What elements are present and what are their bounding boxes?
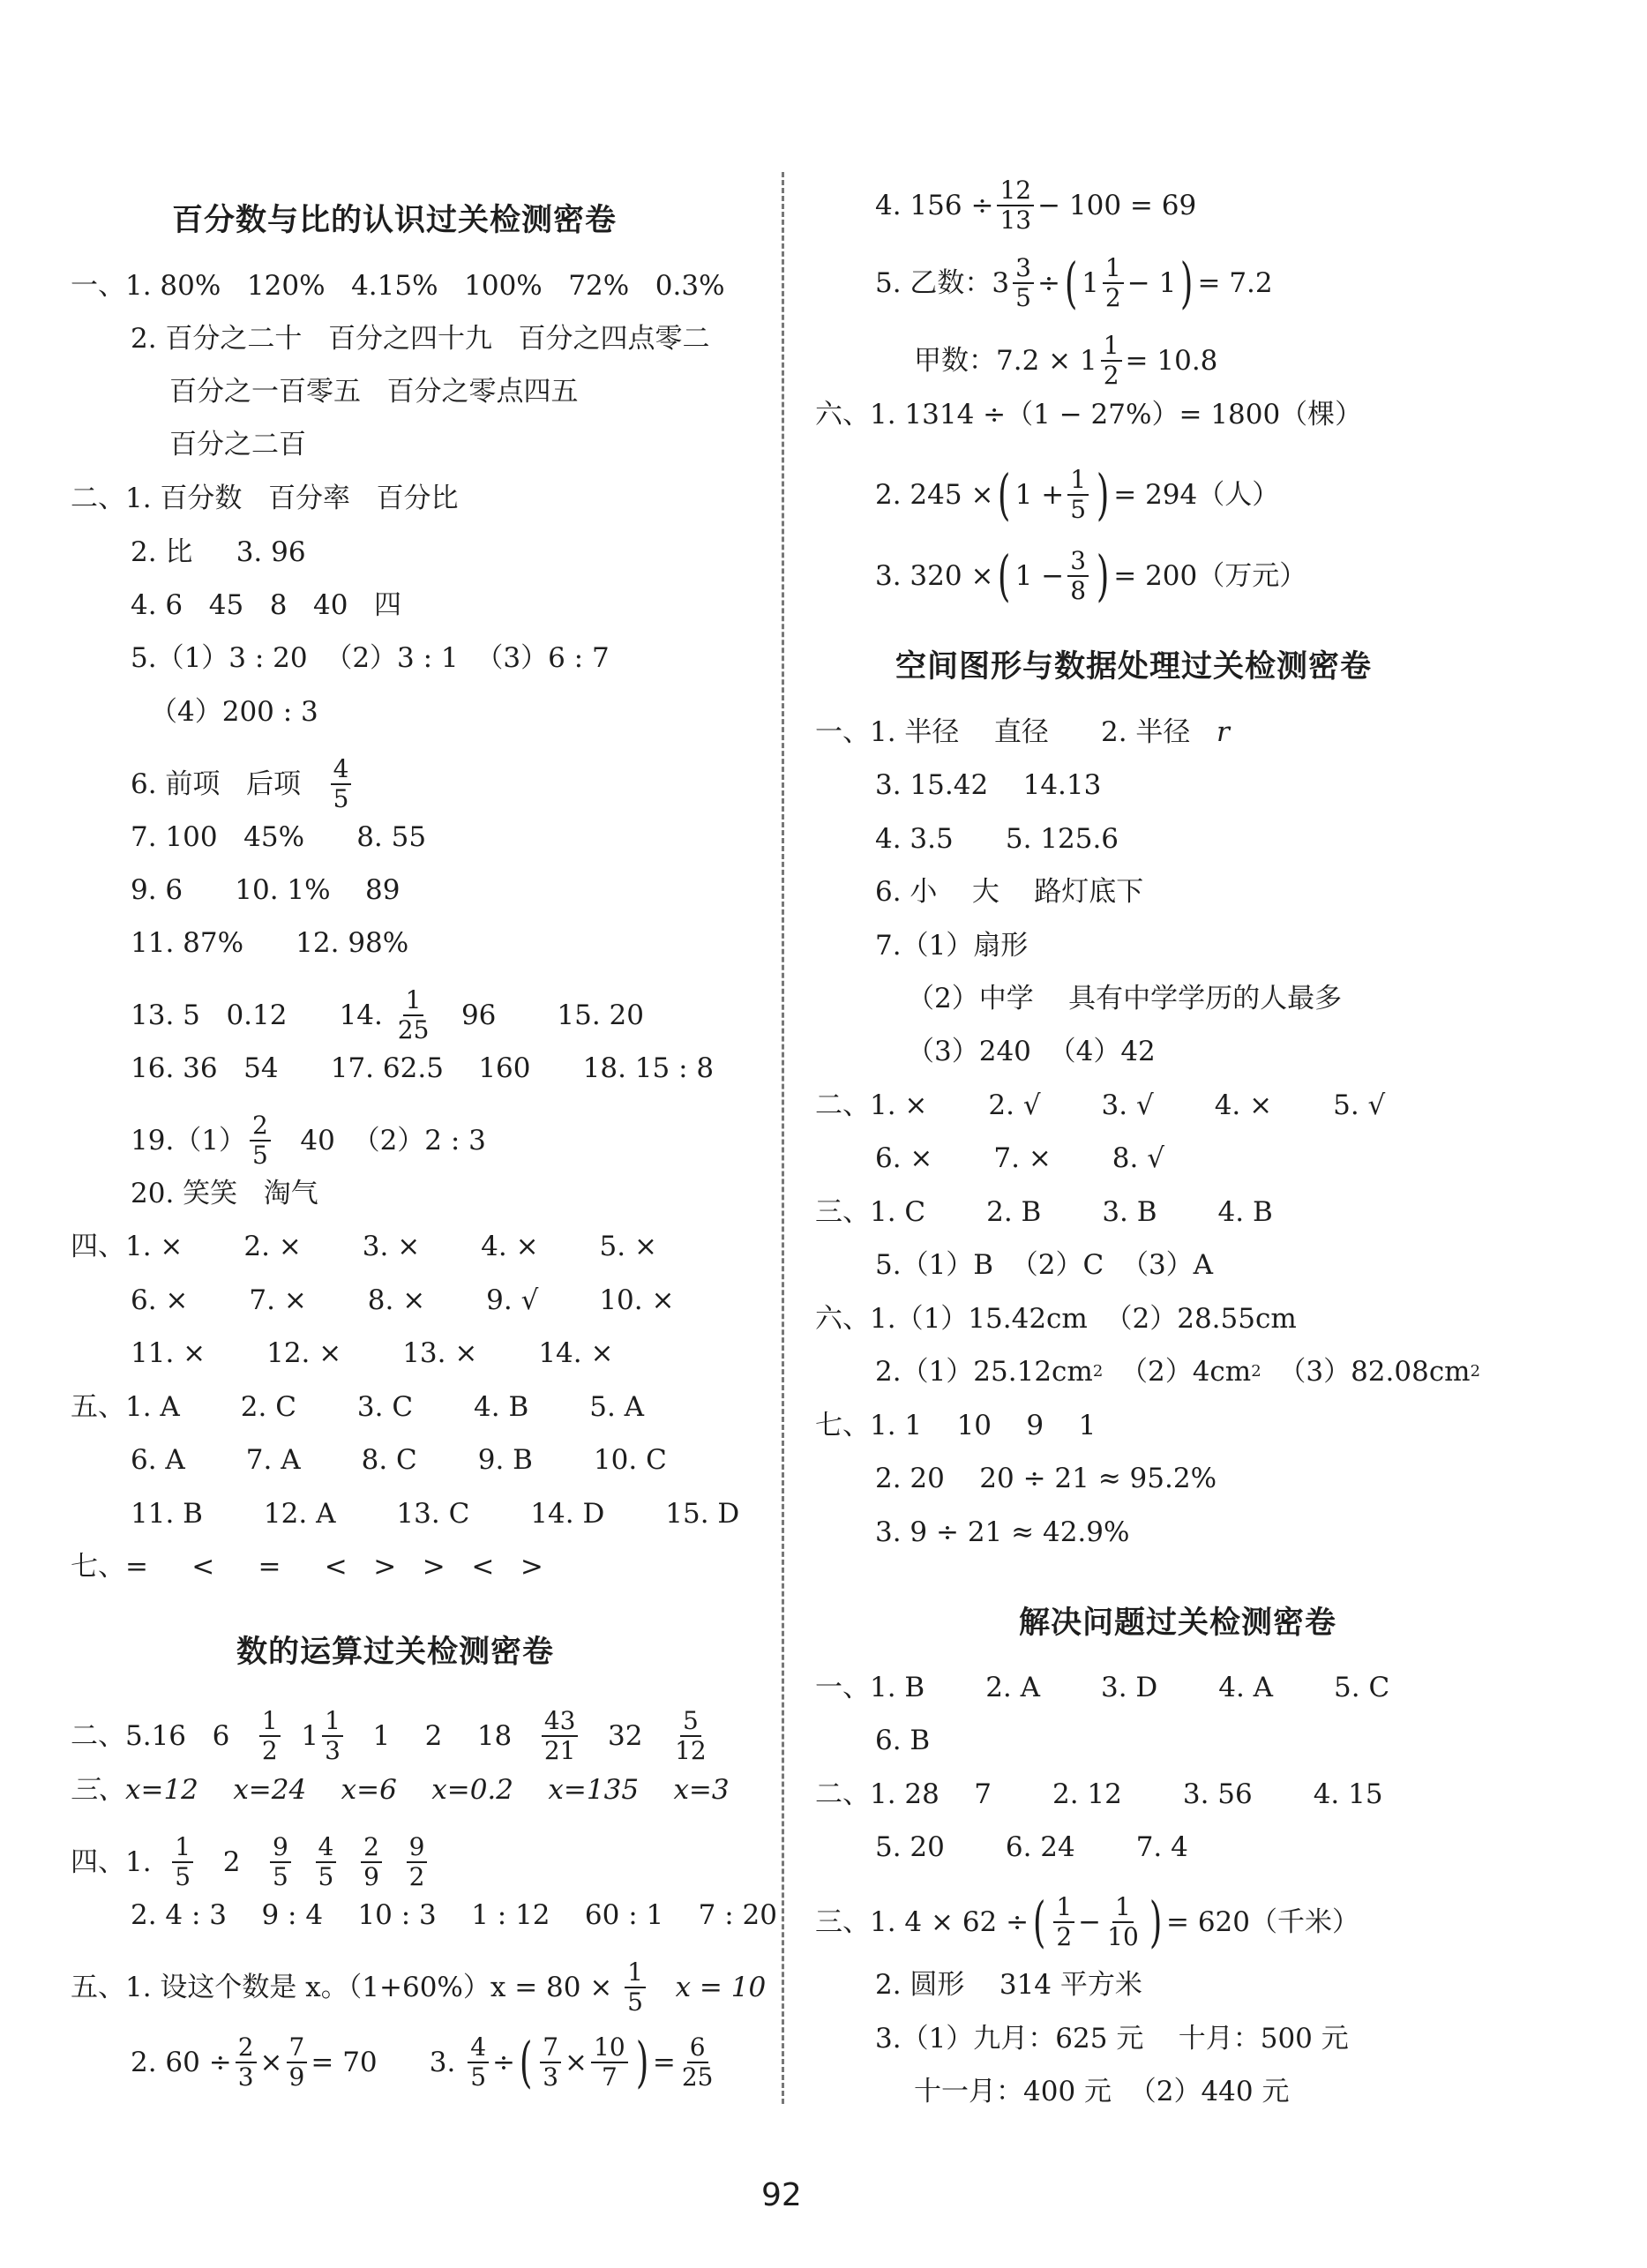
answer-line: 七、1. 1 10 9 1 xyxy=(815,1410,1097,1441)
fraction: $\frac{3}{8}$ xyxy=(1067,549,1089,603)
answer-line: 3. 320 × ( 1 − $\frac{3}{8}$ ) = 200（万元） xyxy=(875,543,1307,608)
section-title-problem-solving: 解决问题过关检测密卷 xyxy=(1019,1606,1337,1641)
page-number: 92 xyxy=(761,2177,802,2213)
fraction: $\frac{3}{5}$ xyxy=(1013,256,1034,311)
mixed-number: 1 $\frac{1}{3}$ xyxy=(301,1709,347,1763)
answer-line: 百分之一百零五 百分之零点四五 xyxy=(169,376,579,408)
fraction: $\frac{9}{5}$ xyxy=(270,1835,291,1890)
answer-line: 三、1. C 2. B 3. B 4. B xyxy=(815,1196,1273,1228)
answer-line: 2. 比 3. 96 xyxy=(131,536,306,568)
fraction: $\frac{1}{2}$ xyxy=(1103,256,1124,311)
answer-line: 三、1. 4 × 62 ÷ ( $\frac{1}{2}$ − $\frac{1}{10}$ ) = 620（千米） xyxy=(815,1890,1359,1954)
answer-line: 7.（1）扇形 xyxy=(875,930,1029,962)
answer-line: 4. 3.5 5. 125.6 xyxy=(875,823,1119,855)
answer-line: 11. 87% 12. 98% xyxy=(131,927,409,959)
answer-line: 19.（1） $\frac{2}{5}$ 40 （2）2 : 3 xyxy=(131,1111,486,1170)
fraction: $\frac{6}{25}$ xyxy=(681,2032,714,2092)
answer-line: 百分之二百 xyxy=(169,429,306,460)
answer-line: 2. 4 : 3 9 : 4 10 : 3 1 : 12 60 : 1 7 : 20 xyxy=(131,1899,777,1931)
right-paren: ) xyxy=(1149,1890,1163,1954)
right-paren: ) xyxy=(635,2030,649,2094)
answer-line: 一、1. B 2. A 3. D 4. A 5. C xyxy=(815,1672,1390,1703)
right-paren: ) xyxy=(1180,251,1194,315)
answer-line: 5. 20 6. 24 7. 4 xyxy=(875,1831,1188,1863)
fraction: $\frac{7}{3}$ xyxy=(540,2035,561,2090)
fraction: $\frac{1}{10}$ xyxy=(1107,1892,1139,1951)
fraction: $\frac{1}{5}$ xyxy=(625,1960,646,2015)
left-paren: ( xyxy=(1064,251,1078,315)
fraction: $\frac{10}{7}$ xyxy=(591,2035,628,2090)
fraction: $\frac{2}{3}$ xyxy=(236,2035,257,2090)
answer-line: （2）中学 具有中学学历的人最多 xyxy=(907,983,1343,1014)
fraction: $\frac{4}{5}$ xyxy=(468,2035,489,2090)
answer-line: 2. 圆形 314 平方米 xyxy=(875,1969,1142,2001)
answer-line: 9. 6 10. 1% 89 xyxy=(131,874,401,906)
answer-line: 四、1. × 2. × 3. × 4. × 5. × xyxy=(71,1231,657,1262)
left-paren: ( xyxy=(1032,1890,1046,1954)
answer-line: 6. A 7. A 8. C 9. B 10. C xyxy=(131,1444,667,1476)
answer-line: 一、1. 80% 120% 4.15% 100% 72% 0.3% xyxy=(71,270,725,302)
answer-line: （4）200 : 3 xyxy=(150,696,318,728)
answer-line: 2. 245 × ( 1 + $\frac{1}{5}$ ) = 294（人） xyxy=(875,462,1280,527)
answer-line: 4. 6 45 8 40 四 xyxy=(131,589,402,621)
answer-line: 13. 5 0.12 14. $\frac{1}{25}$ 96 15. 20 xyxy=(131,985,644,1044)
fraction: $\frac{12}{13}$ xyxy=(997,178,1034,233)
answer-line: 六、1. 1314 ÷（1 − 27%）= 1800（棵） xyxy=(815,399,1363,430)
left-paren: ( xyxy=(998,462,1011,527)
fraction: $\frac{1}{2}$ xyxy=(1053,1895,1074,1950)
answer-line: 六、1.（1）15.42cm （2）28.55cm xyxy=(815,1303,1297,1335)
answer-line: 一、1. 半径 直径 2. 半径 r xyxy=(815,716,1230,748)
answer-line: 11. × 12. × 13. × 14. × xyxy=(131,1337,614,1369)
answer-line: 20. 笑笑 淘气 xyxy=(131,1178,318,1209)
section-title-percent-ratio: 百分数与比的认识过关检测密卷 xyxy=(172,203,618,238)
fraction: $\frac{1}{2}$ xyxy=(1101,333,1122,388)
answer-line: 5.（1）3 : 20 （2）3 : 1 （3）6 : 7 xyxy=(131,642,610,674)
fraction: $\frac{7}{9}$ xyxy=(287,2035,308,2090)
answer-line: 三、x=12 x=24 x=6 x=0.2 x=135 x=3 xyxy=(71,1774,730,1806)
fraction: $\frac{9}{2}$ xyxy=(407,1835,428,1890)
answer-line: 二、1. 百分数 百分率 百分比 xyxy=(71,483,459,514)
answer-line: 2. 60 ÷ $\frac{2}{3}$ × $\frac{7}{9}$ = 70 3. $\frac{4}{5}$ ÷ ( $\frac{7}{3}$ × $\frac{10}{7}$ ) = $\frac{6}{25}$ xyxy=(131,2035,720,2090)
answer-line: 2.（1）25.12cm 2 （2）4cm 2 （3）82.08cm 2 xyxy=(875,1356,1481,1388)
fraction: $\frac{4}{5}$ xyxy=(316,1835,337,1890)
answer-line: 5. 乙数：3 $\frac{3}{5}$ ÷ ( 1 $\frac{1}{2}$ − 1 ) = 7.2 xyxy=(875,251,1273,315)
answer-line: 二、1. × 2. √ 3. √ 4. × 5. √ xyxy=(815,1089,1386,1121)
answer-line: 6. B xyxy=(875,1725,931,1756)
answer-line: （3）240 （4）42 xyxy=(907,1036,1156,1067)
fraction: $\frac{5}{12}$ xyxy=(675,1706,707,1765)
fraction: $\frac{2}{9}$ xyxy=(361,1835,382,1890)
answer-line: 6. 小 大 路灯底下 xyxy=(875,876,1144,908)
answer-line: 4. 156 ÷ $\frac{12}{13}$ − 100 = 69 xyxy=(875,176,1197,235)
right-paren: ) xyxy=(1096,543,1110,608)
answer-line: 2. 百分之二十 百分之四十九 百分之四点零二 xyxy=(131,323,710,355)
right-paren: ) xyxy=(1096,462,1110,527)
fraction: $\frac{4}{5}$ xyxy=(331,757,352,812)
answer-line: 四、1. $\frac{1}{5}$ 2 $\frac{9}{5}$ $\frac{4}{5}$ $\frac{2}{9}$ $\frac{9}{2}$ xyxy=(71,1835,430,1890)
answer-line: 16. 36 54 17. 62.5 160 18. 15 : 8 xyxy=(131,1052,715,1084)
fraction: $\frac{43}{21}$ xyxy=(542,1709,579,1763)
answer-line: 3.（1）九月：625 元 十月：500 元 xyxy=(875,2023,1349,2055)
answer-line: 甲数：7.2 × 1 $\frac{1}{2}$ = 10.8 xyxy=(914,331,1218,390)
answer-line: 5.（1）B （2）C （3）A xyxy=(875,1249,1214,1281)
section-title-space-data: 空间图形与数据处理过关检测密卷 xyxy=(895,649,1373,685)
section-title-number-operations: 数的运算过关检测密卷 xyxy=(236,1635,555,1670)
answer-line: 3. 15.42 14.13 xyxy=(875,769,1102,801)
column-divider xyxy=(782,172,784,2104)
answer-line: 十一月：400 元 （2）440 元 xyxy=(914,2076,1290,2107)
fraction: $\frac{1}{5}$ xyxy=(172,1835,193,1890)
fraction: $\frac{1}{2}$ xyxy=(259,1709,281,1763)
left-paren: ( xyxy=(998,543,1011,608)
fraction: $\frac{1}{25}$ xyxy=(397,985,430,1044)
answer-line: 6. 前项 后项 $\frac{4}{5}$ xyxy=(131,757,355,812)
answer-line: 二、1. 28 7 2. 12 3. 56 4. 15 xyxy=(815,1778,1383,1810)
answer-line: 五、1. A 2. C 3. C 4. B 5. A xyxy=(71,1391,645,1423)
answer-line: 6. × 7. × 8. √ xyxy=(875,1142,1164,1174)
answer-line: 3. 9 ÷ 21 ≈ 42.9% xyxy=(875,1516,1130,1548)
answer-line: 2. 20 20 ÷ 21 ≈ 95.2% xyxy=(875,1463,1217,1494)
fraction: $\frac{1}{5}$ xyxy=(1067,468,1089,522)
answer-line: 7. 100 45% 8. 55 xyxy=(131,821,427,853)
answer-line: 11. B 12. A 13. C 14. D 15. D xyxy=(131,1498,740,1530)
answer-line: 6. × 7. × 8. × 9. √ 10. × xyxy=(131,1284,675,1316)
answer-line: 七、= < = < > > < > xyxy=(71,1551,543,1583)
answer-line: 二、5.16 6 $\frac{1}{2}$ 1 $\frac{1}{3}$ 1 2 18 $\frac{43}{21}$ 32 $\frac{5}{12}$ xyxy=(71,1709,713,1763)
answer-line: 五、1. 设这个数是 x。（1+60%）x = 80 × $\frac{1}{5}$ x = 10 xyxy=(71,1957,767,2017)
left-paren: ( xyxy=(519,2030,533,2094)
fraction: $\frac{2}{5}$ xyxy=(250,1113,271,1168)
